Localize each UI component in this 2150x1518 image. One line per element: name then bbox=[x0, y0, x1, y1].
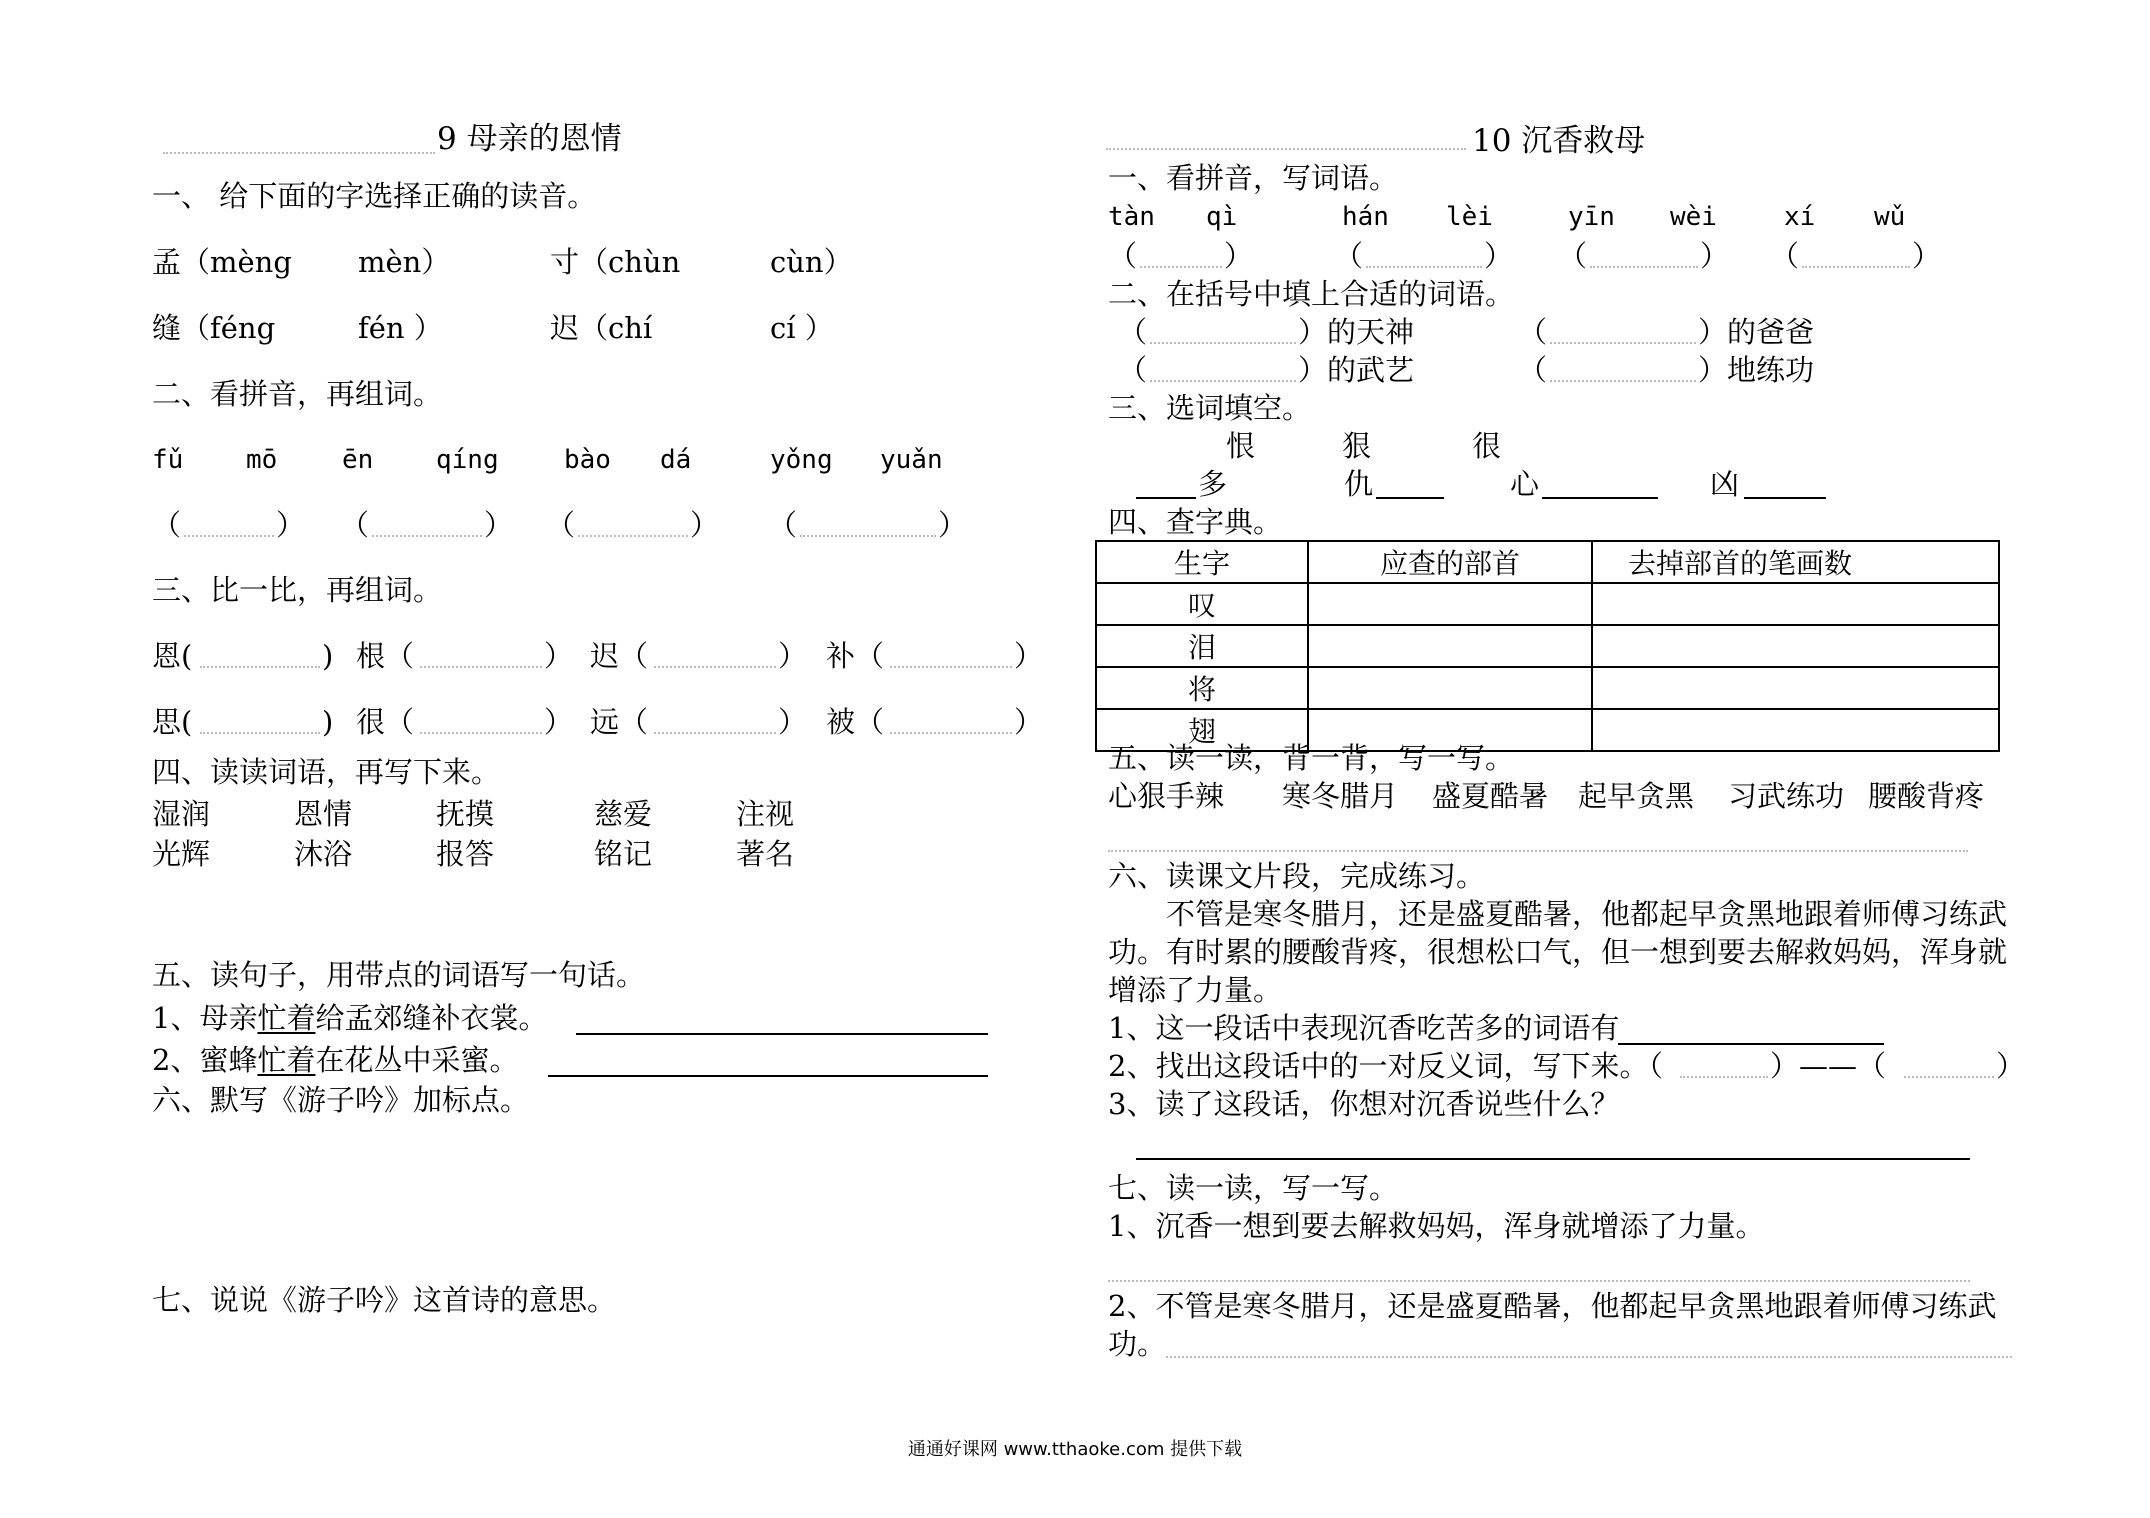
blank[interactable] bbox=[1550, 342, 1696, 344]
paren-open: （ bbox=[1558, 239, 1588, 273]
blank-word: 心 bbox=[1510, 467, 1540, 501]
s3-char: 远（ bbox=[590, 705, 649, 739]
s6-q1: 1、这一段话中表现沉香吃苦多的词语有 bbox=[1108, 1011, 1620, 1045]
left-s6-heading: 六、默写《游子吟》加标点。 bbox=[152, 1083, 530, 1117]
paren-close: ） bbox=[1224, 239, 1254, 273]
s1-item: fén ） bbox=[358, 311, 443, 345]
word: 著名 bbox=[736, 837, 795, 871]
right-s5-heading: 五、读一读，背一背，写一写。 bbox=[1108, 741, 1515, 775]
blank[interactable] bbox=[1802, 266, 1910, 268]
paren-close: ） bbox=[276, 508, 306, 542]
pinyin: fǔ bbox=[152, 445, 184, 475]
s5-q1: 1、母亲忙着给孟郊缝补衣裳。 bbox=[152, 1001, 548, 1035]
right-s6-heading: 六、读课文片段，完成练习。 bbox=[1108, 859, 1486, 893]
word: 恩情 bbox=[294, 797, 353, 831]
answer-line[interactable] bbox=[1136, 497, 1196, 499]
s6-q3: 3、读了这段话，你想对沉香说些什么？ bbox=[1108, 1087, 1620, 1121]
blank[interactable] bbox=[1590, 266, 1698, 268]
left-s5-heading: 五、读句子，用带点的词语写一句话。 bbox=[152, 958, 646, 992]
s3-close: ) bbox=[322, 639, 334, 673]
word: 注视 bbox=[736, 797, 795, 831]
word: 心狠手辣 bbox=[1108, 779, 1225, 813]
paren-open: （ bbox=[340, 508, 370, 542]
footer-credit: 通通好课网 www.tthaoke.com 提供下载 bbox=[907, 1439, 1243, 1460]
table-cell-input[interactable] bbox=[1592, 667, 1999, 709]
word: 湿润 bbox=[152, 797, 211, 831]
blank-word: 凶 bbox=[1710, 467, 1740, 501]
answer-line[interactable] bbox=[1376, 497, 1444, 499]
answer-line[interactable] bbox=[576, 1033, 988, 1035]
blank[interactable] bbox=[372, 535, 482, 537]
paren-open: （ bbox=[1334, 239, 1364, 273]
paren-close: ） bbox=[1700, 239, 1730, 273]
answer-line[interactable] bbox=[1108, 1280, 1970, 1282]
paren-close: ） bbox=[1484, 239, 1514, 273]
table-cell-input[interactable] bbox=[1308, 667, 1592, 709]
blank[interactable] bbox=[890, 732, 1012, 734]
s3-char: 根（ bbox=[356, 639, 415, 673]
paren-close: ） bbox=[484, 508, 514, 542]
s3-close: ） bbox=[544, 705, 574, 739]
s2-item: ）的武艺 bbox=[1298, 353, 1415, 387]
pinyin: yīn bbox=[1568, 202, 1615, 232]
s3-close: ） bbox=[1014, 639, 1044, 673]
blank[interactable] bbox=[200, 732, 320, 734]
word: 铭记 bbox=[594, 837, 653, 871]
s1-item: 迟（chí bbox=[550, 311, 653, 345]
right-title: 10 沉香救母 bbox=[1472, 123, 1646, 159]
s3-close: ） bbox=[1014, 705, 1044, 739]
pinyin: ēn bbox=[342, 445, 374, 475]
table-row bbox=[1096, 667, 1999, 709]
choice: 恨 bbox=[1226, 429, 1256, 463]
paragraph-line: 功。有时累的腰酸背疼，很想松口气，但一想到要去解救妈妈，浑身就 bbox=[1108, 935, 2008, 969]
pinyin: hán bbox=[1342, 202, 1389, 232]
blank[interactable] bbox=[420, 732, 542, 734]
paren-close: ） bbox=[938, 508, 968, 542]
title-leader bbox=[1106, 148, 1466, 150]
pinyin: dá bbox=[660, 445, 692, 475]
answer-line[interactable] bbox=[1744, 497, 1826, 499]
table-cell-input[interactable] bbox=[1592, 709, 1999, 751]
word: 腰酸背疼 bbox=[1868, 779, 1985, 813]
table-cell-input[interactable] bbox=[1592, 583, 1999, 625]
blank[interactable] bbox=[800, 535, 936, 537]
answer-line[interactable] bbox=[1136, 1158, 1970, 1160]
s3-char: 被（ bbox=[826, 705, 885, 739]
answer-line[interactable] bbox=[1542, 497, 1658, 499]
left-s3-heading: 三、比一比，再组词。 bbox=[152, 573, 443, 607]
s3-char: 很（ bbox=[356, 705, 415, 739]
s3-close: ） bbox=[778, 705, 808, 739]
blank[interactable] bbox=[1366, 266, 1482, 268]
left-title: 9 母亲的恩情 bbox=[437, 121, 622, 157]
word: 报答 bbox=[436, 837, 495, 871]
left-s7-heading: 七、说说《游子吟》这首诗的意思。 bbox=[152, 1283, 617, 1317]
paren-open: （ bbox=[1118, 315, 1148, 349]
blank[interactable] bbox=[578, 535, 688, 537]
table-header: 应查的部首 bbox=[1308, 541, 1592, 583]
blank[interactable] bbox=[1140, 266, 1222, 268]
right-s1-heading: 一、看拼音，写词语。 bbox=[1108, 161, 1399, 195]
s1-item: cí ） bbox=[770, 311, 834, 345]
pinyin: xí bbox=[1784, 202, 1816, 232]
s3-char: 恩( bbox=[152, 639, 193, 673]
word: 抚摸 bbox=[436, 797, 495, 831]
table-row bbox=[1096, 625, 1999, 667]
paren-open: （ bbox=[768, 508, 798, 542]
word: 光辉 bbox=[152, 837, 211, 871]
table-cell: 翅 bbox=[1096, 709, 1308, 751]
s1-item: 缝（féng bbox=[152, 311, 276, 345]
s6-q2: 2、找出这段话中的一对反义词，写下来。（ bbox=[1108, 1049, 1663, 1083]
paren-close: ） bbox=[1912, 239, 1942, 273]
left-s1-heading: 一、 给下面的字选择正确的读音。 bbox=[152, 179, 597, 213]
paragraph-line: 不管是寒冬腊月，还是盛夏酷暑，他都起早贪黑地跟着师傅习练武 bbox=[1166, 897, 2008, 931]
pinyin: mō bbox=[246, 445, 278, 475]
s6-q2-end: ） bbox=[1996, 1049, 2026, 1083]
right-s7-heading: 七、读一读，写一写。 bbox=[1108, 1171, 1399, 1205]
paren-open: （ bbox=[152, 508, 182, 542]
blank[interactable] bbox=[200, 666, 320, 668]
pinyin: yǒng bbox=[770, 445, 833, 475]
blank[interactable] bbox=[1550, 380, 1696, 382]
right-s4-heading: 四、查字典。 bbox=[1108, 505, 1283, 539]
blank[interactable] bbox=[654, 732, 776, 734]
left-s2-heading: 二、看拼音，再组词。 bbox=[152, 377, 443, 411]
paren-close: ） bbox=[690, 508, 720, 542]
word: 慈爱 bbox=[594, 797, 653, 831]
table-cell-input[interactable] bbox=[1308, 625, 1592, 667]
blank[interactable] bbox=[654, 666, 776, 668]
s7-q2: 2、不管是寒冬腊月，还是盛夏酷暑，他都起早贪黑地跟着师傅习练武 bbox=[1108, 1289, 1997, 1323]
s6-q2-mid: ）——（ bbox=[1770, 1049, 1887, 1083]
word: 寒冬腊月 bbox=[1282, 779, 1399, 813]
s1-item: 孟（mèng bbox=[152, 245, 292, 279]
s3-close: ) bbox=[322, 705, 334, 739]
paren-open: （ bbox=[1518, 353, 1548, 387]
word: 沐浴 bbox=[294, 837, 353, 871]
word: 起早贪黑 bbox=[1578, 779, 1695, 813]
blank[interactable] bbox=[184, 535, 274, 537]
s3-close: ） bbox=[544, 639, 574, 673]
blank[interactable] bbox=[1680, 1076, 1768, 1078]
left-s4-heading: 四、读读词语，再写下来。 bbox=[152, 755, 501, 789]
blank[interactable] bbox=[1904, 1076, 1994, 1078]
table-cell: 泪 bbox=[1096, 625, 1308, 667]
dictionary-table bbox=[1095, 540, 2000, 752]
paren-open: （ bbox=[1770, 239, 1800, 273]
pinyin: wǔ bbox=[1874, 202, 1906, 232]
blank-word: 仇 bbox=[1344, 467, 1374, 501]
pinyin: lèi bbox=[1446, 202, 1493, 232]
pinyin: yuǎn bbox=[880, 445, 943, 475]
blank[interactable] bbox=[1150, 342, 1296, 344]
answer-line[interactable] bbox=[1166, 1356, 2012, 1358]
blank[interactable] bbox=[890, 666, 1012, 668]
right-s3-heading: 三、选词填空。 bbox=[1108, 391, 1312, 425]
paren-open: （ bbox=[1108, 239, 1138, 273]
s2-item: ）地练功 bbox=[1698, 353, 1815, 387]
s1-item: cùn） bbox=[770, 245, 853, 279]
pinyin: wèi bbox=[1670, 202, 1717, 232]
paren-open: （ bbox=[1518, 315, 1548, 349]
blank[interactable] bbox=[420, 666, 542, 668]
s2-item: ）的爸爸 bbox=[1698, 315, 1815, 349]
right-s2-heading: 二、在括号中填上合适的词语。 bbox=[1108, 277, 1515, 311]
s3-char: 补（ bbox=[826, 639, 885, 673]
paren-open: （ bbox=[546, 508, 576, 542]
answer-line[interactable] bbox=[548, 1075, 988, 1077]
word: 习武练功 bbox=[1728, 779, 1845, 813]
choice: 狠 bbox=[1342, 429, 1372, 463]
answer-line[interactable] bbox=[1618, 1043, 1884, 1045]
table-row bbox=[1096, 583, 1999, 625]
s7-q2-cont: 功。 bbox=[1108, 1327, 1167, 1361]
s2-item: ）的天神 bbox=[1298, 315, 1415, 349]
blank[interactable] bbox=[1150, 380, 1296, 382]
title-leader bbox=[163, 152, 435, 154]
answer-line[interactable] bbox=[1108, 850, 1968, 852]
table-header: 生字 bbox=[1096, 541, 1308, 583]
s3-close: ） bbox=[778, 639, 808, 673]
pinyin: qíng bbox=[436, 445, 499, 475]
blank-word: 多 bbox=[1198, 467, 1228, 501]
word: 盛夏酷暑 bbox=[1432, 779, 1549, 813]
s5-q2: 2、蜜蜂忙着在花丛中采蜜。 bbox=[152, 1043, 519, 1077]
table-cell: 叹 bbox=[1096, 583, 1308, 625]
paragraph-line: 增添了力量。 bbox=[1108, 973, 1283, 1007]
s3-char: 思( bbox=[152, 705, 193, 739]
table-cell-input[interactable] bbox=[1308, 583, 1592, 625]
table-cell: 将 bbox=[1096, 667, 1308, 709]
choice: 很 bbox=[1472, 429, 1502, 463]
table-header: 去掉部首的笔画数 bbox=[1592, 541, 1999, 583]
pinyin: bào bbox=[564, 445, 611, 475]
pinyin: tàn bbox=[1108, 202, 1155, 232]
table-row bbox=[1096, 541, 1999, 583]
s3-char: 迟（ bbox=[590, 639, 649, 673]
s1-item: 寸（chùn bbox=[550, 245, 681, 279]
s1-item: mèn） bbox=[358, 245, 451, 279]
s7-q1: 1、沉香一想到要去解救妈妈，浑身就增添了力量。 bbox=[1108, 1209, 1765, 1243]
pinyin: qì bbox=[1206, 202, 1238, 232]
paren-open: （ bbox=[1118, 353, 1148, 387]
table-cell-input[interactable] bbox=[1592, 625, 1999, 667]
